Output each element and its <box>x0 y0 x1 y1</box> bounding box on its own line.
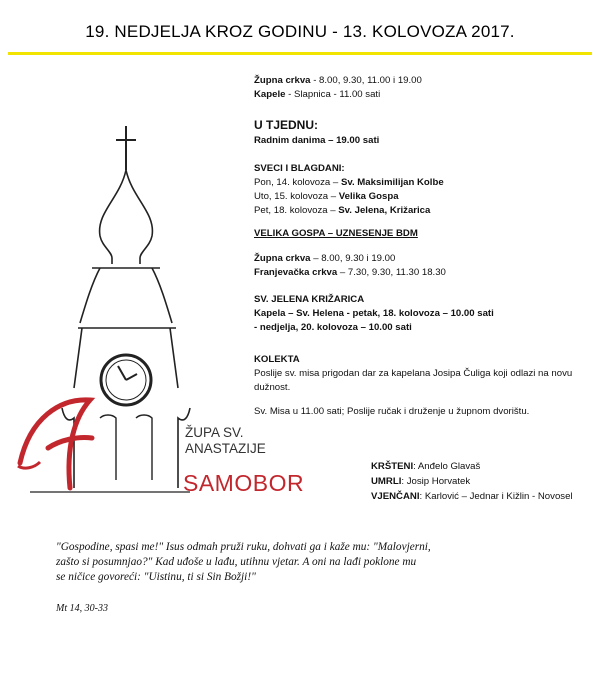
mass-times <box>254 74 422 102</box>
st-helena-section <box>254 293 494 335</box>
collection-line2: dužnost. <box>254 382 291 393</box>
assumption-heading: VELIKA GOSPA – UZNESENJE BDM <box>254 228 418 239</box>
assumption-label: Župna crkva <box>254 253 311 264</box>
collection-line3: Sv. Misa u 11.00 sati; Poslije ručak i druženje u župnom dvorištu. <box>254 406 530 417</box>
page-title: 19. NEDJELJA KROZ GODINU - 13. KOLOVOZA 2017. <box>85 22 515 41</box>
assumption-section: VELIKA GOSPA – UZNESENJE BDM Župna crkva – 8.00, 9.30 i 19.00 Franjevačka crkva – 7.30, 9.30, 11.30 18.30 <box>254 228 446 278</box>
feasts-heading: SVECI I BLAGDANI: <box>254 163 345 174</box>
chapel-times: - Slapnica - 11.00 sati <box>285 89 381 100</box>
collection-section <box>254 353 572 419</box>
parish-times: - 8.00, 9.30, 11.00 i 19.00 <box>310 75 422 86</box>
week-heading: U TJEDNU: <box>254 118 319 132</box>
collection-line1: Poslije sv. misa prigodan dar za kapelana Josipa Čuliga koji odlazi na novu <box>254 368 573 379</box>
parish-register: KRŠTENI: Anđelo Glavaš UMRLI: Josip Horvatek VJENČANI: Karlović – Jednar i Kižlin - Novosel <box>371 461 573 502</box>
header-divider <box>8 52 592 55</box>
gospel-quote: "Gospodine, spasi me!" Isus odmah pruži ruku, dohvati ga i kaže mu: "Malovjerni, zašto si posumnjao?" Kad uđoše u lađu, utihnu vjetar. A oni na lađi poklone mu se ničice govoreći: "Uistinu, ti si Sin Božji!" <box>56 541 431 583</box>
baptized-label: KRŠTENI <box>371 461 414 472</box>
logo-line2: ANASTAZIJE <box>185 441 266 456</box>
feast-item: Pon, 14. kolovoza – Sv. Maksimilijan Kolbe <box>254 177 444 188</box>
feast-item: Pet, 18. kolovoza – Sv. Jelena, Križarica <box>254 205 431 216</box>
logo-line1: ŽUPA SV. <box>185 425 244 440</box>
logo-caption <box>185 425 266 457</box>
collection-heading: KOLEKTA <box>254 354 300 365</box>
feast-item: Uto, 15. kolovoza – Velika Gospa <box>254 191 399 202</box>
st-helena-heading: SV. JELENA KRIŽARICA <box>254 294 365 305</box>
quote-reference: Mt 14, 30-33 <box>56 603 108 614</box>
st-helena-line2: - nedjelja, 20. kolovoza – 10.00 sati <box>254 322 412 333</box>
deceased-label: UMRLI <box>371 476 402 487</box>
st-helena-line1: Kapela – Sv. Helena - petak, 18. kolovoza – 10.00 sati <box>254 308 494 319</box>
logo-samobor: SAMOBOR <box>183 470 305 496</box>
assumption-label: Franjevačka crkva <box>254 267 338 278</box>
feasts-section <box>254 162 444 218</box>
chapel-label: Kapele <box>254 89 286 100</box>
bulletin-header <box>0 0 600 56</box>
weekday-mass: Radnim danima – 19.00 sati <box>254 135 380 146</box>
married-label: VJENČANI <box>371 491 420 502</box>
parish-label: Župna crkva <box>254 75 311 86</box>
